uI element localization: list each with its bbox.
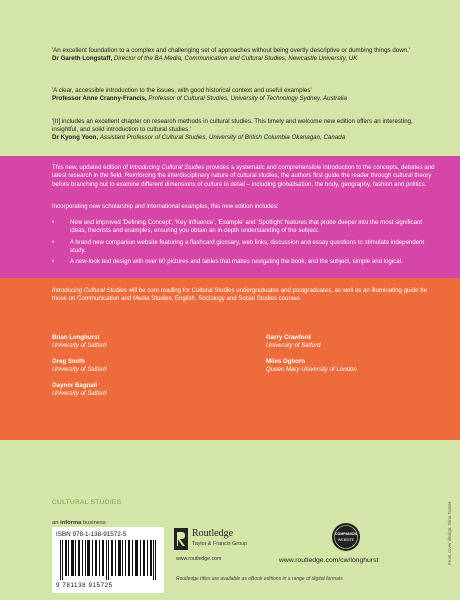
author-institution: University of Salford [52,342,107,349]
series-name: CULTURAL STUDIES [52,499,122,506]
readership-text: will be core reading for Cultural Studies undergraduates and postgraduates, as well as an illuminating guide for those on Communication and Media Studies, English, Sociology and Social Studies courses. [52,287,428,303]
informa-suffix: business [81,520,106,526]
author-institution: University of Salford [52,366,107,373]
features-intro: Incorporating new scholarship and international examples, this new edition includes: [52,203,279,210]
list-item [52,219,436,236]
author-institution: University of Salford [266,342,321,349]
list-item [52,239,436,256]
quote-text: 'A clear, accessible introduction to the issues, with good historical context and useful examples' [52,87,312,94]
book-description [52,164,436,189]
informa-tagline [52,520,106,526]
feature-list [52,219,436,269]
bullet-text: New and improved 'Defining Concept', 'Key Influence', 'Example' and 'Spotlight' features that probe deeper into the most significant ideas, theorists and examples, ensuring you obtain an in-depth understanding of the subject. [70,219,423,235]
author-name: Garry Crawford [266,334,311,341]
bullet-text: A brand new companion website featuring a flashcard glossary, web links, discussion and essay questions to stimulate independent study. [70,238,425,254]
quote-author-affiliation: Director of the BA Media, Communication and Cultural Studies, Newcastle University, UK [113,55,358,63]
book-title-italic: Introducing Cultural Studies [129,164,205,171]
isbn-label: ISBN 978-1-138-91572-5 [56,531,127,538]
endorsement-quote [52,118,432,143]
quote-text: '[It] includes an excellent chapter on research methods in cultural studies. This timely and welcome new edition offers an interesting, insightful, and solid introduction to cultural studies.' [52,118,413,134]
quote-author [52,95,432,103]
quote-author-name: Dr Gareth Longstaff, [52,55,113,63]
quote-author-name: Professor Anne Cranny-Francis, [52,95,147,103]
author-institution: University of Salford [52,390,107,397]
bullet-text: A new-look text design with over 60 pictures and tables that makes navigating the book, and the subject, simple and logical. [70,258,403,266]
ebook-note: Routledge titles are available as eBook editions in a range of digital formats [176,576,343,582]
intro-rest: provides a systematic and comprehensible introduction to the concepts, debates and latest research in the field. Reinforcing the interdisciplinary nature of cultural studies, the authors first guide the reader through cultural theory before branching out to examine different dimensions of culture in detail – including globalisation, the body, geography, fashion and politics. [52,164,435,188]
author-entry [52,382,202,398]
publisher-group: Taylor & Francis Group [192,541,248,547]
quote-author [52,134,432,142]
routledge-logo-icon [174,528,188,550]
author-name: Gaynor Bagnall [52,382,98,389]
publisher-name: Routledge [192,528,234,539]
author-entry [266,358,416,374]
author-name: Brian Longhurst [52,334,100,341]
author-entry [52,358,202,374]
quote-text: 'An excellent foundation to a complex and challenging set of approaches without being overtly descriptive or dumbing things down.' [52,47,411,54]
quote-author [52,55,432,63]
publisher-url: www.routledge.com [176,556,222,562]
author-entry [266,334,416,350]
quote-author-name: Dr Kyong Yoon, [52,134,99,142]
author-name: Greg Smith [52,358,85,365]
companion-website-url: www.routledge.com/cw/longhurst [279,557,379,564]
bullet-icon: • [52,219,55,226]
book-title-italic: Introducing Cultural Studies [52,287,127,294]
readership-statement [52,287,436,304]
author-name: Miles Ogborn [266,358,305,365]
svg-text:WEBSITE: WEBSITE [337,538,355,542]
author-institution: Queen Mary University of London [266,366,357,373]
companion-website-badge-icon [331,522,361,552]
endorsement-quote [52,87,432,103]
svg-text:COMPANION: COMPANION [334,532,358,536]
quote-author-affiliation: Assistant Professor of Cultural Studies, University of British Columbia Okanagan, Canada [99,134,346,142]
bullet-icon: • [52,238,55,246]
barcode-icon [58,540,158,580]
barcode-number: 9 781138 915725 [56,582,113,589]
list-item [52,258,436,266]
bullet-icon: • [52,258,55,266]
informa-word: informa [60,520,82,526]
endorsement-quote [52,47,432,63]
informa-prefix: an [52,520,61,526]
cover-design-credit: Front cover design: Gina Turner [447,501,452,565]
author-entry [52,334,202,350]
quote-author-affiliation: Professor of Cultural Studies, University of Technology Sydney, Australia [148,95,347,103]
intro-prefix: This new, updated edition of [52,164,130,171]
barcode-panel [52,527,164,593]
